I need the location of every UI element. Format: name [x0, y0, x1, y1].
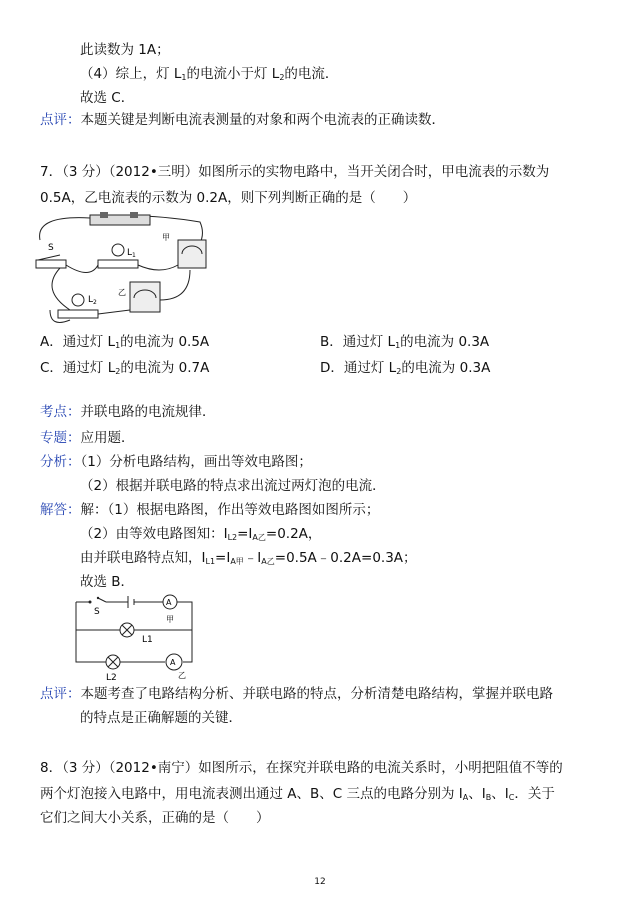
q8-stem-3: 它们之间大小关系，正确的是（ ） — [40, 810, 270, 826]
page-number: 12 — [314, 877, 326, 887]
q7-stem-2: 0.5A，乙电流表的示数为 0.2A，则下列判断正确的是（ ） — [40, 190, 417, 206]
prev-summary-line: （4）综上，灯 $L_1$的电流小于灯 $L_2$的电流． — [80, 66, 339, 82]
eq-ammeter-yi-label: 乙 — [178, 671, 186, 680]
eq-lamp-l2-label: L2 — [106, 673, 117, 682]
zhuanti-line: 专题：应用题． — [40, 430, 135, 446]
bulb-l2-label: $L_2$ — [88, 295, 97, 306]
battery-pack — [90, 215, 150, 225]
eq-ammeter-jia-symbol: A — [166, 598, 172, 607]
jieda-label: 解答： — [40, 502, 81, 518]
q7-stem-1: 7．（3 分）（2012•三明）如图所示的实物电路中，当开关闭合时，甲电流表的示数为 — [40, 164, 550, 180]
eq-ammeter-yi-symbol: A — [170, 658, 176, 667]
prev-comment: 点评：本题关键是判断电流表测量的对象和两个电流表的正确读数． — [40, 112, 445, 128]
fenxi-line-1: 分析：（1）分析电路结构，画出等效电路图； — [40, 454, 312, 470]
option-c: C．通过灯 $L_2$的电流为 0.7A — [40, 360, 210, 376]
comment-label: 点评： — [40, 112, 81, 128]
switch-label: S — [48, 243, 54, 253]
jieda-line-3: 由并联电路特点知，$I_{L1}=I_{A甲}﹣I_{A乙}=0.5A﹣0.2A=0.3A$； — [80, 550, 417, 566]
eq-switch-label: S — [94, 607, 100, 617]
zhuanti-label: 专题： — [40, 430, 81, 446]
switch — [36, 260, 66, 268]
pingjia-line-1: 点评：本题考查了电路结构分析、并联电路的特点，分析清楚电路结构，掌握并联电路 — [40, 686, 553, 702]
bulb-l1-label: $L_1$ — [127, 248, 136, 259]
kaodian-label: 考点： — [40, 404, 81, 420]
option-d: D．通过灯 $L_2$的电流为 0.3A — [320, 360, 491, 376]
pingjia-line-2: 的特点是正确解题的关键． — [80, 710, 242, 726]
jieda-line-1: 解答：解：（1）根据电路图，作出等效电路图如图所示； — [40, 502, 380, 518]
pingjia-label: 点评： — [40, 686, 81, 702]
bulb-l2 — [72, 294, 84, 306]
prev-answer-line: 故选 C． — [80, 90, 135, 106]
prev-reading-line: 此读数为 1A； — [80, 42, 170, 58]
option-b: B．通过灯 $L_1$的电流为 0.3A — [320, 334, 490, 350]
jieda-line-4: 故选 B． — [80, 574, 135, 590]
bulb-l1 — [112, 244, 124, 256]
eq-lamp-l1-label: L1 — [142, 635, 153, 645]
fenxi-line-2: （2）根据并联电路的特点求出流过两灯泡的电流． — [80, 478, 386, 494]
q8-stem-2: 两个灯泡接入电路中，用电流表测出通过 A、B、C 三点的电路分别为 $I_A$、$I_B$、$I_C$．关于 — [40, 786, 555, 802]
physical-circuit-figure — [30, 210, 210, 328]
eq-ammeter-jia-label: 甲 — [166, 615, 174, 624]
ammeter-yi-label: 乙 — [118, 288, 126, 297]
equivalent-circuit-figure — [70, 592, 200, 682]
fenxi-label: 分析： — [40, 454, 81, 470]
q8-stem-1: 8．（3 分）（2012•南宁）如图所示，在探究并联电路的电流关系时，小明把阻值不等的 — [40, 760, 563, 776]
jieda-line-2: （2）由等效电路图知：$I_{L2}=I_{A乙}=0.2A$， — [80, 526, 322, 542]
ammeter-jia-label: 甲 — [162, 233, 170, 242]
option-a: A．通过灯 $L_1$的电流为 0.5A — [40, 334, 210, 350]
kaodian-line: 考点：并联电路的电流规律． — [40, 404, 216, 420]
